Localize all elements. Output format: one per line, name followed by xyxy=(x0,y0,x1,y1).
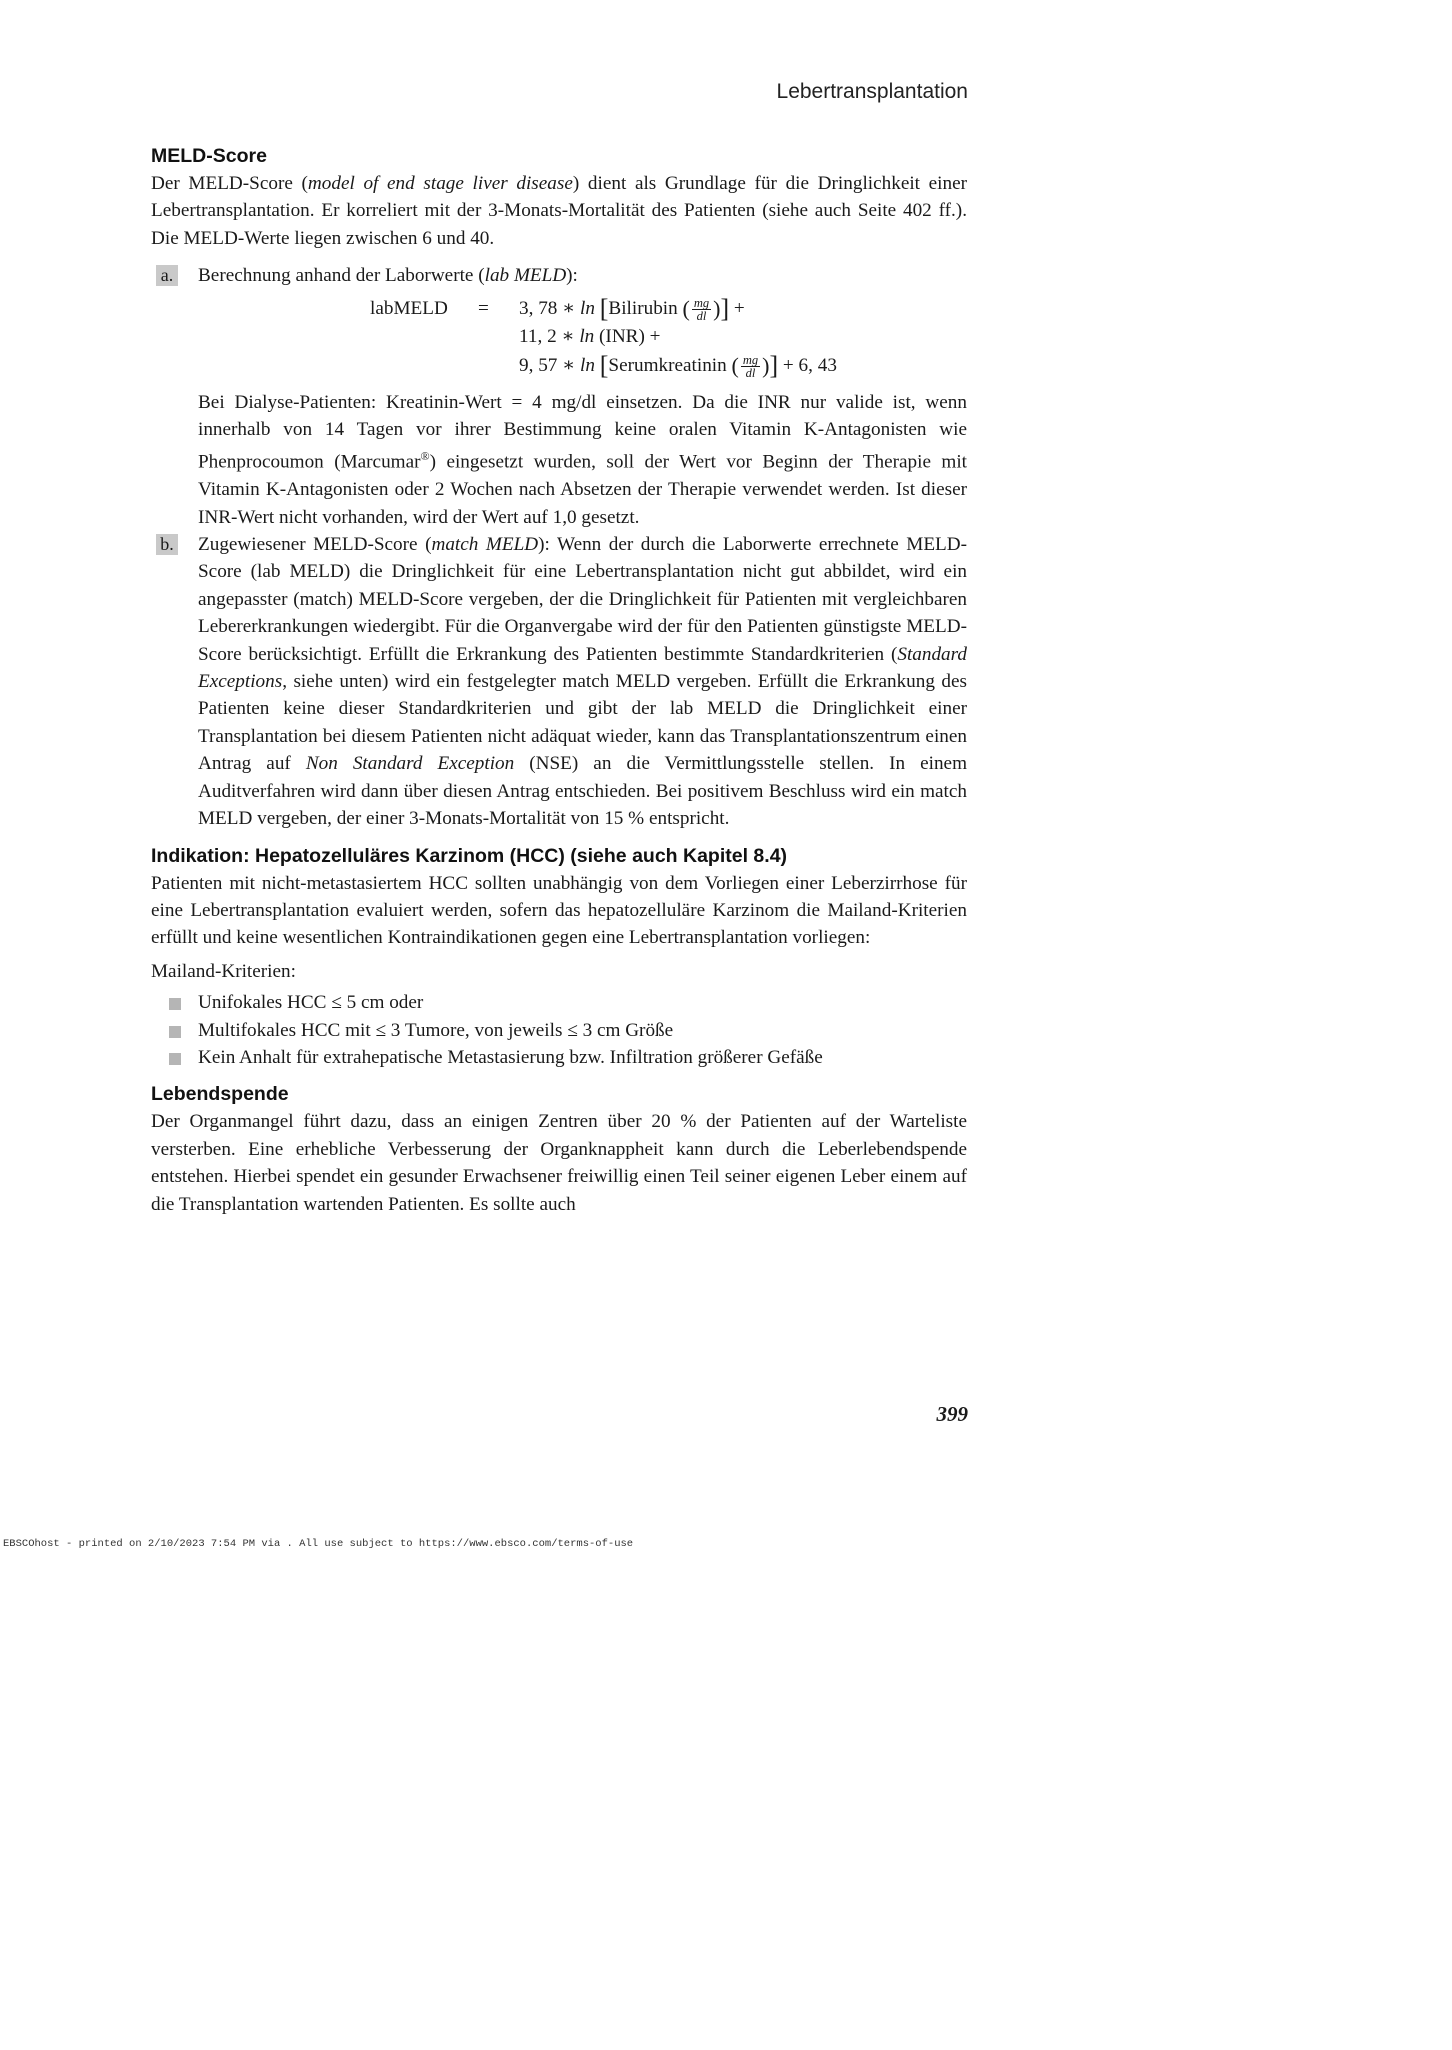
square-bullet-icon xyxy=(169,1026,181,1038)
formula-line-1: 3, 78 ∗ ln [Bilirubin ( $\frac{mg}{dl}$ )] + xyxy=(519,293,745,323)
meld-intro: Der MELD-Score (model of end stage liver disease) dient als Grundlage für die Dringlichkeit einer Lebertransplantation. Er korreliert mit der 3-Monats-Mortalität des Patienten (siehe auch Seite 402 ff.). Die MELD-Werte liegen zwischen 6 und 40. xyxy=(151,173,967,249)
lab-meld-formula xyxy=(198,295,967,381)
meld-heading: MELD-Score xyxy=(151,145,267,167)
meld-list xyxy=(151,262,967,832)
formula-line-3: 9, 57 ∗ ln [Serumkreatinin ( $\frac{mg}{dl}$ )] + 6, 43 xyxy=(519,350,837,380)
square-bullet-icon xyxy=(169,998,181,1010)
criteria-list xyxy=(151,989,967,1071)
meld-term: model of end stage liver disease xyxy=(307,173,573,194)
formula-equals: = xyxy=(478,297,489,319)
hcc-section xyxy=(151,843,967,1072)
hcc-text: Patienten mit nicht-metastasiertem HCC sollten unabhängig von dem Vorliegen einer Leberzirrhose für eine Lebertransplantation evaluiert werden, sofern das hepatozelluläre Karzinom die Mailand-Kriterien erfüllt und keine wesentlichen Kontraindikationen gegen eine Lebertransplantation vorliegen: xyxy=(151,872,967,949)
print-footer: EBSCOhost - printed on 2/10/2023 7:54 PM via . All use subject to https://www.ebsco.com/terms-of-use xyxy=(3,1538,634,1550)
list-marker-b: b. xyxy=(156,534,178,555)
living-donation-text: Der Organmangel führt dazu, dass an einigen Zentren über 20 % der Patienten auf der Warteliste versterben. Eine erhebliche Verbesserung der Organknappheit kann durch die Leberlebendspende entstehen. Hierbei spendet ein gesunder Erwachsener freiwillig einen Teil seiner eigenen Leber einem auf die Transplantation wartenden Patienten. Es sollte auch xyxy=(151,1111,967,1215)
main-content xyxy=(151,143,967,1218)
living-donation-heading: Lebendspende xyxy=(151,1083,289,1106)
page-number: 399 xyxy=(936,1402,968,1426)
formula-line-2: 11, 2 ∗ ln (INR) + xyxy=(519,325,661,347)
list-item-a: a. Berechnung anhand der Laborwerte (lab MELD): labMELD = 3, 78 ∗ ln [Bilirubin ( $\frac{mg}{dl}$ )] + 11, 2 ∗ ln (INR) + 9, 57 ∗ ln [Serumkreatinin ( $\frac{mg}{dl}$ )] + 6, 43 Bei Dialyse-Patienten: Kreatinin-Wert = 4 mg/dl einsetzen. Da die INR nur valide ist, wenn innerhalb von 14 Tagen vor ihrer Bestimmung keine oralen Vitamin K-Antagonisten wie Phenprocoumon (Marcumar®) eingesetzt wurden, soll der Wert vor Beginn der Therapie mit Vitamin K-Antagonisten oder 2 Wochen nach Absetzen der Therapie verwendet werden. Ist dieser INR-Wert nicht vorhanden, wird der Wert auf 1,0 gesetzt. xyxy=(151,262,967,531)
list-item: Multifokales HCC mit ≤ 3 Tumore, von jeweils ≤ 3 cm Größe xyxy=(151,1017,967,1044)
formula-lhs: labMELD xyxy=(370,297,448,319)
dialysis-note: Bei Dialyse-Patienten: Kreatinin-Wert = 4 mg/dl einsetzen. Da die INR nur valide ist, wenn innerhalb von 14 Tagen vor ihrer Bestimmung keine oralen Vitamin K-Antagonisten wie Phenprocoumon (Marcumar®) eingesetzt wurden, soll der Wert vor Beginn der Therapie mit Vitamin K-Antagonisten oder 2 Wochen nach Absetzen der Therapie verwendet werden. Ist dieser INR-Wert nicht vorhanden, wird der Wert auf 1,0 gesetzt. xyxy=(198,391,967,528)
list-item: Unifokales HCC ≤ 5 cm oder xyxy=(151,989,967,1016)
unit-fraction: $\frac{mg}{dl}$ xyxy=(742,352,759,380)
list-item: Kein Anhalt für extrahepatische Metastasierung bzw. Infiltration größerer Gefäße xyxy=(151,1044,967,1071)
criteria-label: Mailand-Kriterien: xyxy=(151,960,296,982)
hcc-heading: Indikation: Hepatozelluläres Karzinom (HCC) (siehe auch Kapitel 8.4) xyxy=(151,844,788,867)
running-header: Lebertransplantation xyxy=(776,80,968,103)
living-donation-section xyxy=(151,1081,967,1218)
square-bullet-icon xyxy=(169,1053,181,1065)
list-item-b: b. Zugewiesener MELD-Score (match MELD): Wenn der durch die Laborwerte errechnete MELD-Score (lab MELD) die Dringlichkeit für eine Lebertransplantation nicht gut abbildet, wird ein angepasster (match) MELD-Score vergeben, der die Dringlichkeit für Patienten mit vergleichbaren Lebererkrankungen wiedergibt. Für die Organvergabe wird der für den Patienten günstigste MELD-Score berücksichtigt. Erfüllt die Erkrankung des Patienten bestimmte Standardkriterien (Standard Exceptions, siehe unten) wird ein festgelegter match MELD vergeben. Erfüllt die Erkrankung des Patienten keine dieser Standardkriterien und gibt der lab MELD die Dringlichkeit einer Transplantation bei diesem Patienten nicht adäquat wieder, kann das Transplantationszentrum einen Antrag auf Non Standard Exception (NSE) an die Vermittlungsstelle stellen. In einem Auditverfahren wird dann über diesen Antrag entschieden. Bei positivem Beschluss wird ein match MELD vergeben, der einer 3-Monats-Mortalität von 15 % entspricht. xyxy=(151,531,967,832)
unit-fraction: $\frac{mg}{dl}$ xyxy=(693,295,710,323)
list-marker-a: a. xyxy=(156,265,178,286)
meld-section xyxy=(151,143,967,833)
